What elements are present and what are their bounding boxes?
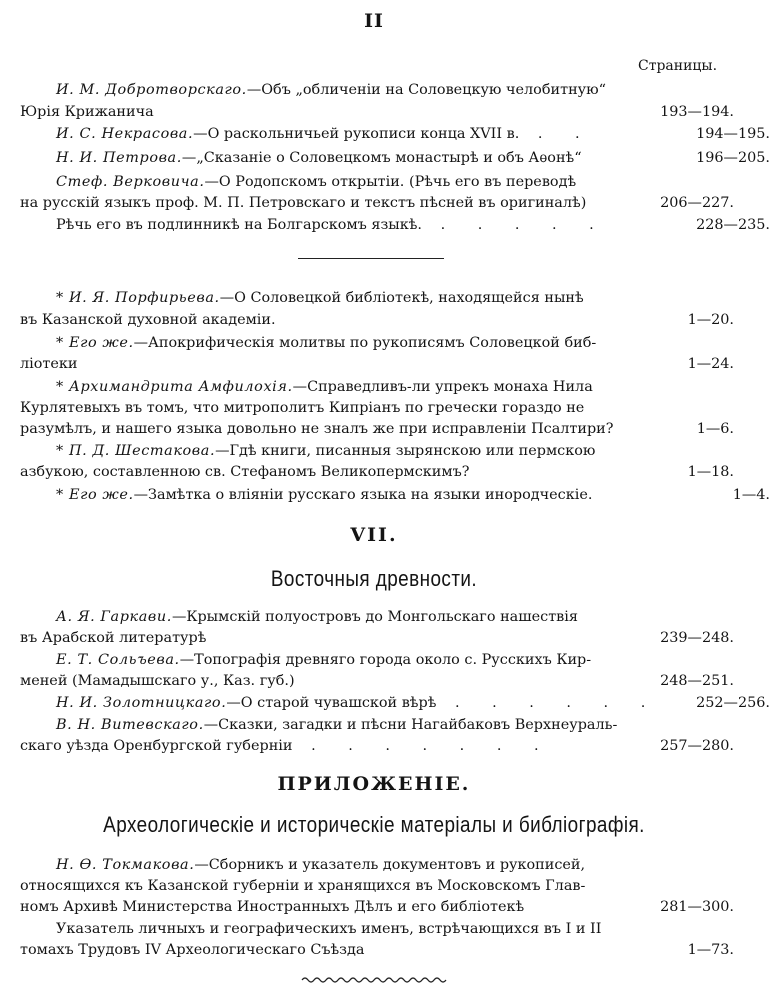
appendix-heading: ПРИЛОЖЕНІЕ. (277, 773, 471, 795)
page-range: 1—24. (687, 356, 734, 372)
toc-entry-line: * Его же.—Замѣтка о вліяніи русскаго языка на языки инородческіе. 1—4. (56, 487, 770, 503)
toc-entry-line: номъ Архивѣ Министерства Иностранныхъ Дѣлъ и его библіотекѣ 281—300. (20, 899, 734, 915)
page-range: 196—205. (696, 150, 770, 166)
appendix-title: Археологическіе и историческіе матеріалы и библіографія. (103, 812, 645, 837)
toc-entry-line: В. Н. Витевскаго.—Сказки, загадки и пѣсни Нагайбаковъ Верхнеураль- (56, 717, 618, 733)
toc-entry-line: И. М. Добротворскаго.—Объ „обличеніи на Соловецкую челобитную“ (56, 82, 607, 98)
toc-entry-line: на русскій языкъ проф. М. П. Петровскаго и текстъ пѣсней въ оригиналѣ) 206—227. (20, 195, 734, 211)
toc-entry-line: * И. Я. Порфирьева.—О Соловецкой библіотекѣ, находящейся нынѣ (56, 290, 584, 306)
page-range: 252—256. (696, 695, 770, 711)
page-range: 1—18. (687, 464, 734, 480)
section-number: VII. (350, 524, 398, 546)
page-range: 193—194. (660, 104, 734, 120)
page-range: 206—227. (660, 195, 734, 211)
page-range: 1—73. (687, 942, 734, 958)
page-range: 248—251. (660, 673, 734, 689)
toc-entry-line: меней (Мамадышскаго у., Каз. губ.) 248—251. (20, 673, 734, 689)
toc-entry-line: Н. И. Золотницкаго.—О старой чувашской вѣрѣ . . . . . . 252—256. (56, 695, 770, 711)
section-divider (298, 258, 444, 259)
page-range: 239—248. (660, 630, 734, 646)
toc-entry-line: въ Казанской духовной академіи. 1—20. (20, 312, 734, 328)
toc-entry-line: * Его же.—Апокрифическія молитвы по рукописямъ Соловецкой биб- (56, 335, 597, 351)
page-range: 1—4. (732, 487, 770, 503)
toc-entry-line: А. Я. Гаркави.—Крымскій полуостровъ до Монгольскаго нашествія (56, 609, 578, 625)
toc-entry-line: разумѣлъ, и нашего языка довольно не зналъ же при исправленіи Псалтири? 1—6. (20, 421, 734, 437)
end-ornament (302, 976, 448, 984)
toc-entry-line: томахъ Трудовъ IV Археологическаго Съѣзда 1—73. (20, 942, 734, 958)
toc-entry-line: Юрія Крижанича 193—194. (20, 104, 734, 120)
toc-entry-line: * Архимандрита Амфилохія.—Справедливъ-ли упрекъ монаха Нила (56, 379, 593, 395)
toc-entry-line: И. С. Некрасова.—О раскольничьей рукописи конца XVII в. . . 194—195. (56, 126, 770, 142)
toc-entry-line: Рѣчь его въ подлинникѣ на Болгарскомъ языкѣ. . . . . . 228—235. (56, 217, 770, 233)
page-range: 257—280. (660, 738, 734, 754)
toc-entry-line: Стеф. Верковича.—О Родопскомъ открытіи. (Рѣчь его въ переводѣ (56, 174, 577, 190)
page-number: II (364, 10, 384, 32)
toc-entry-line: Е. Т. Сольъева.—Топографія древняго города около с. Русскихъ Кир- (56, 652, 592, 668)
page-range: 1—6. (696, 421, 734, 437)
toc-entry-line: * П. Д. Шестакова.—Гдѣ книги, писанныя зырянскою или пермскою (56, 443, 596, 459)
section-title: Восточныя древности. (270, 566, 478, 591)
page-range: 194—195. (696, 126, 770, 142)
toc-entry-line: Н. И. Петрова.—„Сказаніе о Соловецкомъ монастырѣ и объ Аѳонѣ“ 196—205. (56, 150, 770, 166)
toc-entry-line: скаго уѣзда Оренбургской губерніи . . . . . . . 257—280. (20, 738, 734, 754)
toc-entry-line: Н. Ѳ. Токмакова.—Сборникъ и указатель документовъ и рукописей, (56, 857, 586, 873)
toc-entry-line: Указатель личныхъ и географическихъ именъ, встрѣчающихся въ I и II (56, 921, 602, 937)
toc-entry-line: въ Арабской литературѣ 239—248. (20, 630, 734, 646)
page-range: 228—235. (696, 217, 770, 233)
page-range: 1—20. (687, 312, 734, 328)
toc-entry-line: ліотеки 1—24. (20, 356, 734, 372)
toc-entry-line: Курлятевыхъ въ томъ, что митрополитъ Кипріанъ по гречески гораздо не (20, 400, 585, 416)
pages-column-header: Страницы. (638, 58, 718, 74)
page-range: 281—300. (660, 899, 734, 915)
toc-entry-line: азбукою, составленною св. Стефаномъ Великопермскимъ? 1—18. (20, 464, 734, 480)
toc-entry-line: относящихся къ Казанской губерніи и хранящихся въ Московскомъ Глав- (20, 878, 586, 894)
